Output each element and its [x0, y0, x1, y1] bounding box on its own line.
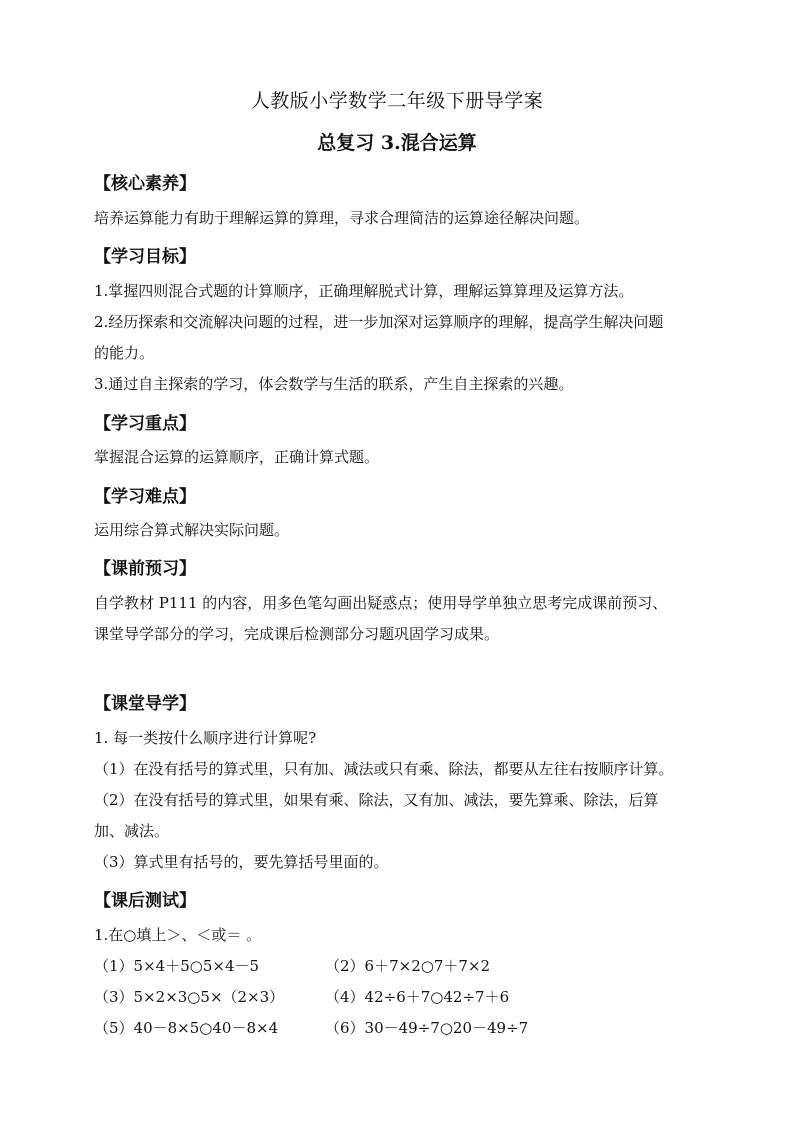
core-literacy-text: 培养运算能力有助于理解运算的算理，寻求合理简洁的运算途径解决问题。 — [94, 209, 590, 227]
learning-goals-heading: 【学习目标】 — [94, 247, 196, 267]
guide-line-continued: 加、减法。 — [94, 822, 170, 840]
guide-line: （1）在没有括号的算式里，只有加、减法或只有乘、除法，都要从左往右按顺序计算。 — [94, 760, 674, 778]
guide-line: （3）算式里有括号的，要先算括号里面的。 — [94, 853, 389, 871]
preview-heading: 【课前预习】 — [94, 559, 196, 579]
preview-line: 课堂导学部分的学习，完成课后检测部分习题巩固学习成果。 — [94, 625, 500, 643]
goal-item: 1.掌握四则混合式题的计算顺序，正确理解脱式计算，理解运算算理及运算方法。 — [94, 282, 634, 300]
exercise-row — [94, 986, 510, 1007]
exercise-item: （3）5×2×3○5×（2×3） — [94, 988, 285, 1006]
key-points-heading: 【学习重点】 — [94, 414, 196, 434]
exercise-row — [94, 955, 491, 976]
difficulties-text: 运用综合算式解决实际问题。 — [94, 521, 290, 539]
core-literacy-heading: 【核心素养】 — [94, 174, 196, 194]
exercise-item: （5）40－8×5○40－8×4 — [94, 1019, 279, 1037]
exercise-row — [94, 1017, 529, 1038]
goal-item: 3.通过自主探索的学习，体会数学与生活的联系，产生自主探索的兴趣。 — [94, 375, 574, 393]
difficulties-heading: 【学习难点】 — [94, 487, 196, 507]
lesson-title: 总复习 3.混合运算 — [317, 132, 477, 154]
goal-item-continued: 的能力。 — [94, 344, 155, 362]
exercise-item: （4）42÷6＋7○42÷7＋6 — [325, 988, 510, 1006]
goal-item: 2.经历探索和交流解决问题的过程，进一步加深对运算顺序的理解，提高学生解决问题 — [94, 313, 664, 331]
key-points-text: 掌握混合运算的运算顺序，正确计算式题。 — [94, 448, 380, 466]
preview-line: 自学教材 P111 的内容，用多色笔勾画出疑惑点；使用导学单独立思考完成课前预习、 — [94, 594, 668, 612]
document-title: 人教版小学数学二年级下册导学案 — [250, 90, 544, 112]
test-instruction: 1.在○填上＞、＜或＝ 。 — [94, 926, 262, 944]
guide-line: 1. 每一类按什么顺序进行计算呢? — [94, 729, 317, 747]
exercise-item: （6）30－49÷7○20－49÷7 — [325, 1019, 529, 1037]
guide-line: （2）在没有括号的算式里，如果有乘、除法，又有加、减法，要先算乘、除法，后算 — [94, 791, 659, 809]
after-class-test-heading: 【课后测试】 — [94, 891, 196, 911]
classroom-guide-heading: 【课堂导学】 — [94, 694, 196, 714]
exercise-item: （2）6＋7×2○7＋7×2 — [325, 957, 491, 975]
exercise-item: （1）5×4＋5○5×4－5 — [94, 957, 260, 975]
